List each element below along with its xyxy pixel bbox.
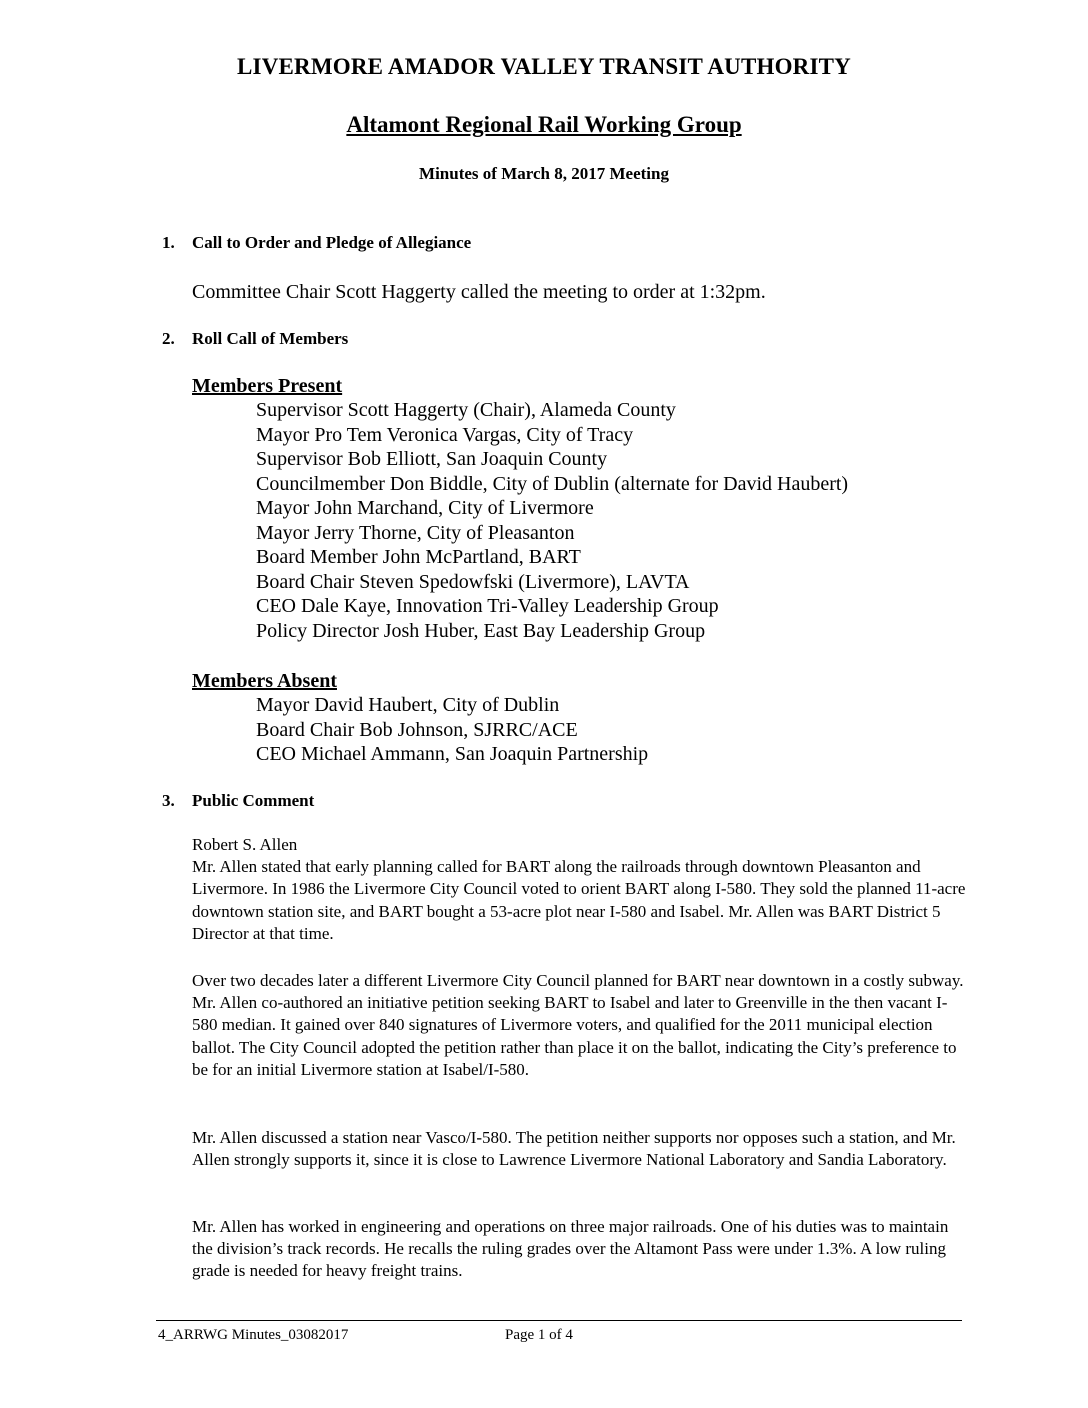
footer-divider <box>156 1320 962 1321</box>
speaker-name: Robert S. Allen <box>192 835 298 854</box>
section-number: 2. <box>162 329 175 348</box>
list-item: Mayor David Haubert, City of Dublin <box>256 694 560 716</box>
comment-paragraph: Mr. Allen discussed a station near Vasco/I-580. The petition neither supports nor opposes such a station, and Mr. Allen strongly supports it, since it is close to Lawrence Livermore National Laboratory and Sandia Laboratory. <box>192 1128 956 1170</box>
comment-paragraph: Over two decades later a different Livermore City Council planned for BART near downtown in a costly subway. Mr. Allen co-authored an initiative petition seeking BART to Isabel and later to Greenville in the then vacant I-580 median. It gained over 840 signatures of Livermore voters, and qualified for the 2011 municipal election ballot. The City Council adopted the petition rather than place it on the ballot, indicating the City’s preference to be for an initial Livermore station at Isabel/I-580. <box>192 971 964 1079</box>
list-item: CEO Dale Kaye, Innovation Tri-Valley Leadership Group <box>256 595 719 617</box>
section-number: 3. <box>162 791 175 810</box>
footer-file-name: 4_ARRWG Minutes_03082017 <box>158 1327 349 1343</box>
footer-page-number: Page 1 of 4 <box>505 1327 573 1343</box>
list-item: Mayor Pro Tem Veronica Vargas, City of Tracy <box>256 423 634 446</box>
organization-title: LIVERMORE AMADOR VALLEY TRANSIT AUTHORITY <box>237 54 851 79</box>
members-present-list <box>256 398 848 643</box>
members-absent-heading: Members Absent <box>192 670 337 692</box>
list-item: Board Chair Steven Spedowfski (Livermore), LAVTA <box>256 570 690 593</box>
list-item: CEO Michael Ammann, San Joaquin Partnership <box>256 743 649 765</box>
list-item: Councilmember Don Biddle, City of Dublin (alternate for David Haubert) <box>256 472 849 495</box>
list-item: Supervisor Scott Haggerty (Chair), Alameda County <box>256 399 676 421</box>
minutes-title: Minutes of March 8, 2017 Meeting <box>419 164 669 183</box>
section-number: 1. <box>162 233 175 252</box>
section-title: Roll Call of Members <box>192 329 349 348</box>
list-item: Policy Director Josh Huber, East Bay Leadership Group <box>256 619 706 642</box>
list-item: Mayor John Marchand, City of Livermore <box>256 497 594 519</box>
members-absent-list <box>256 693 648 767</box>
list-item: Mayor Jerry Thorne, City of Pleasanton <box>256 521 575 544</box>
comment-paragraph: Mr. Allen stated that early planning called for BART along the railroads through downtown Pleasanton and Livermore. In 1986 the Livermore City Council voted to orient BART along I-580. They sold the planned 11-acre downtown station site, and BART bought a 53-acre plot near I-580 and Isabel. Mr. Allen was BART District 5 Director at that time. <box>192 857 966 943</box>
call-to-order-text: Committee Chair Scott Haggerty called the meeting to order at 1:32pm. <box>192 281 766 303</box>
comment-paragraph: Mr. Allen has worked in engineering and operations on three major railroads. One of his duties was to maintain the division’s track records. He recalls the ruling grades over the Altamont Pass were under 1.3%. A low ruling grade is needed for heavy freight trains. <box>192 1217 949 1281</box>
public-comment-body <box>192 834 972 945</box>
list-item: Board Member John McPartland, BART <box>256 546 581 568</box>
list-item: Board Chair Bob Johnson, SJRRC/ACE <box>256 718 578 741</box>
members-present-heading: Members Present <box>192 375 343 397</box>
list-item: Supervisor Bob Elliott, San Joaquin County <box>256 448 608 470</box>
section-title: Public Comment <box>192 791 315 810</box>
section-title: Call to Order and Pledge of Allegiance <box>192 233 472 252</box>
group-title: Altamont Regional Rail Working Group <box>346 112 742 137</box>
